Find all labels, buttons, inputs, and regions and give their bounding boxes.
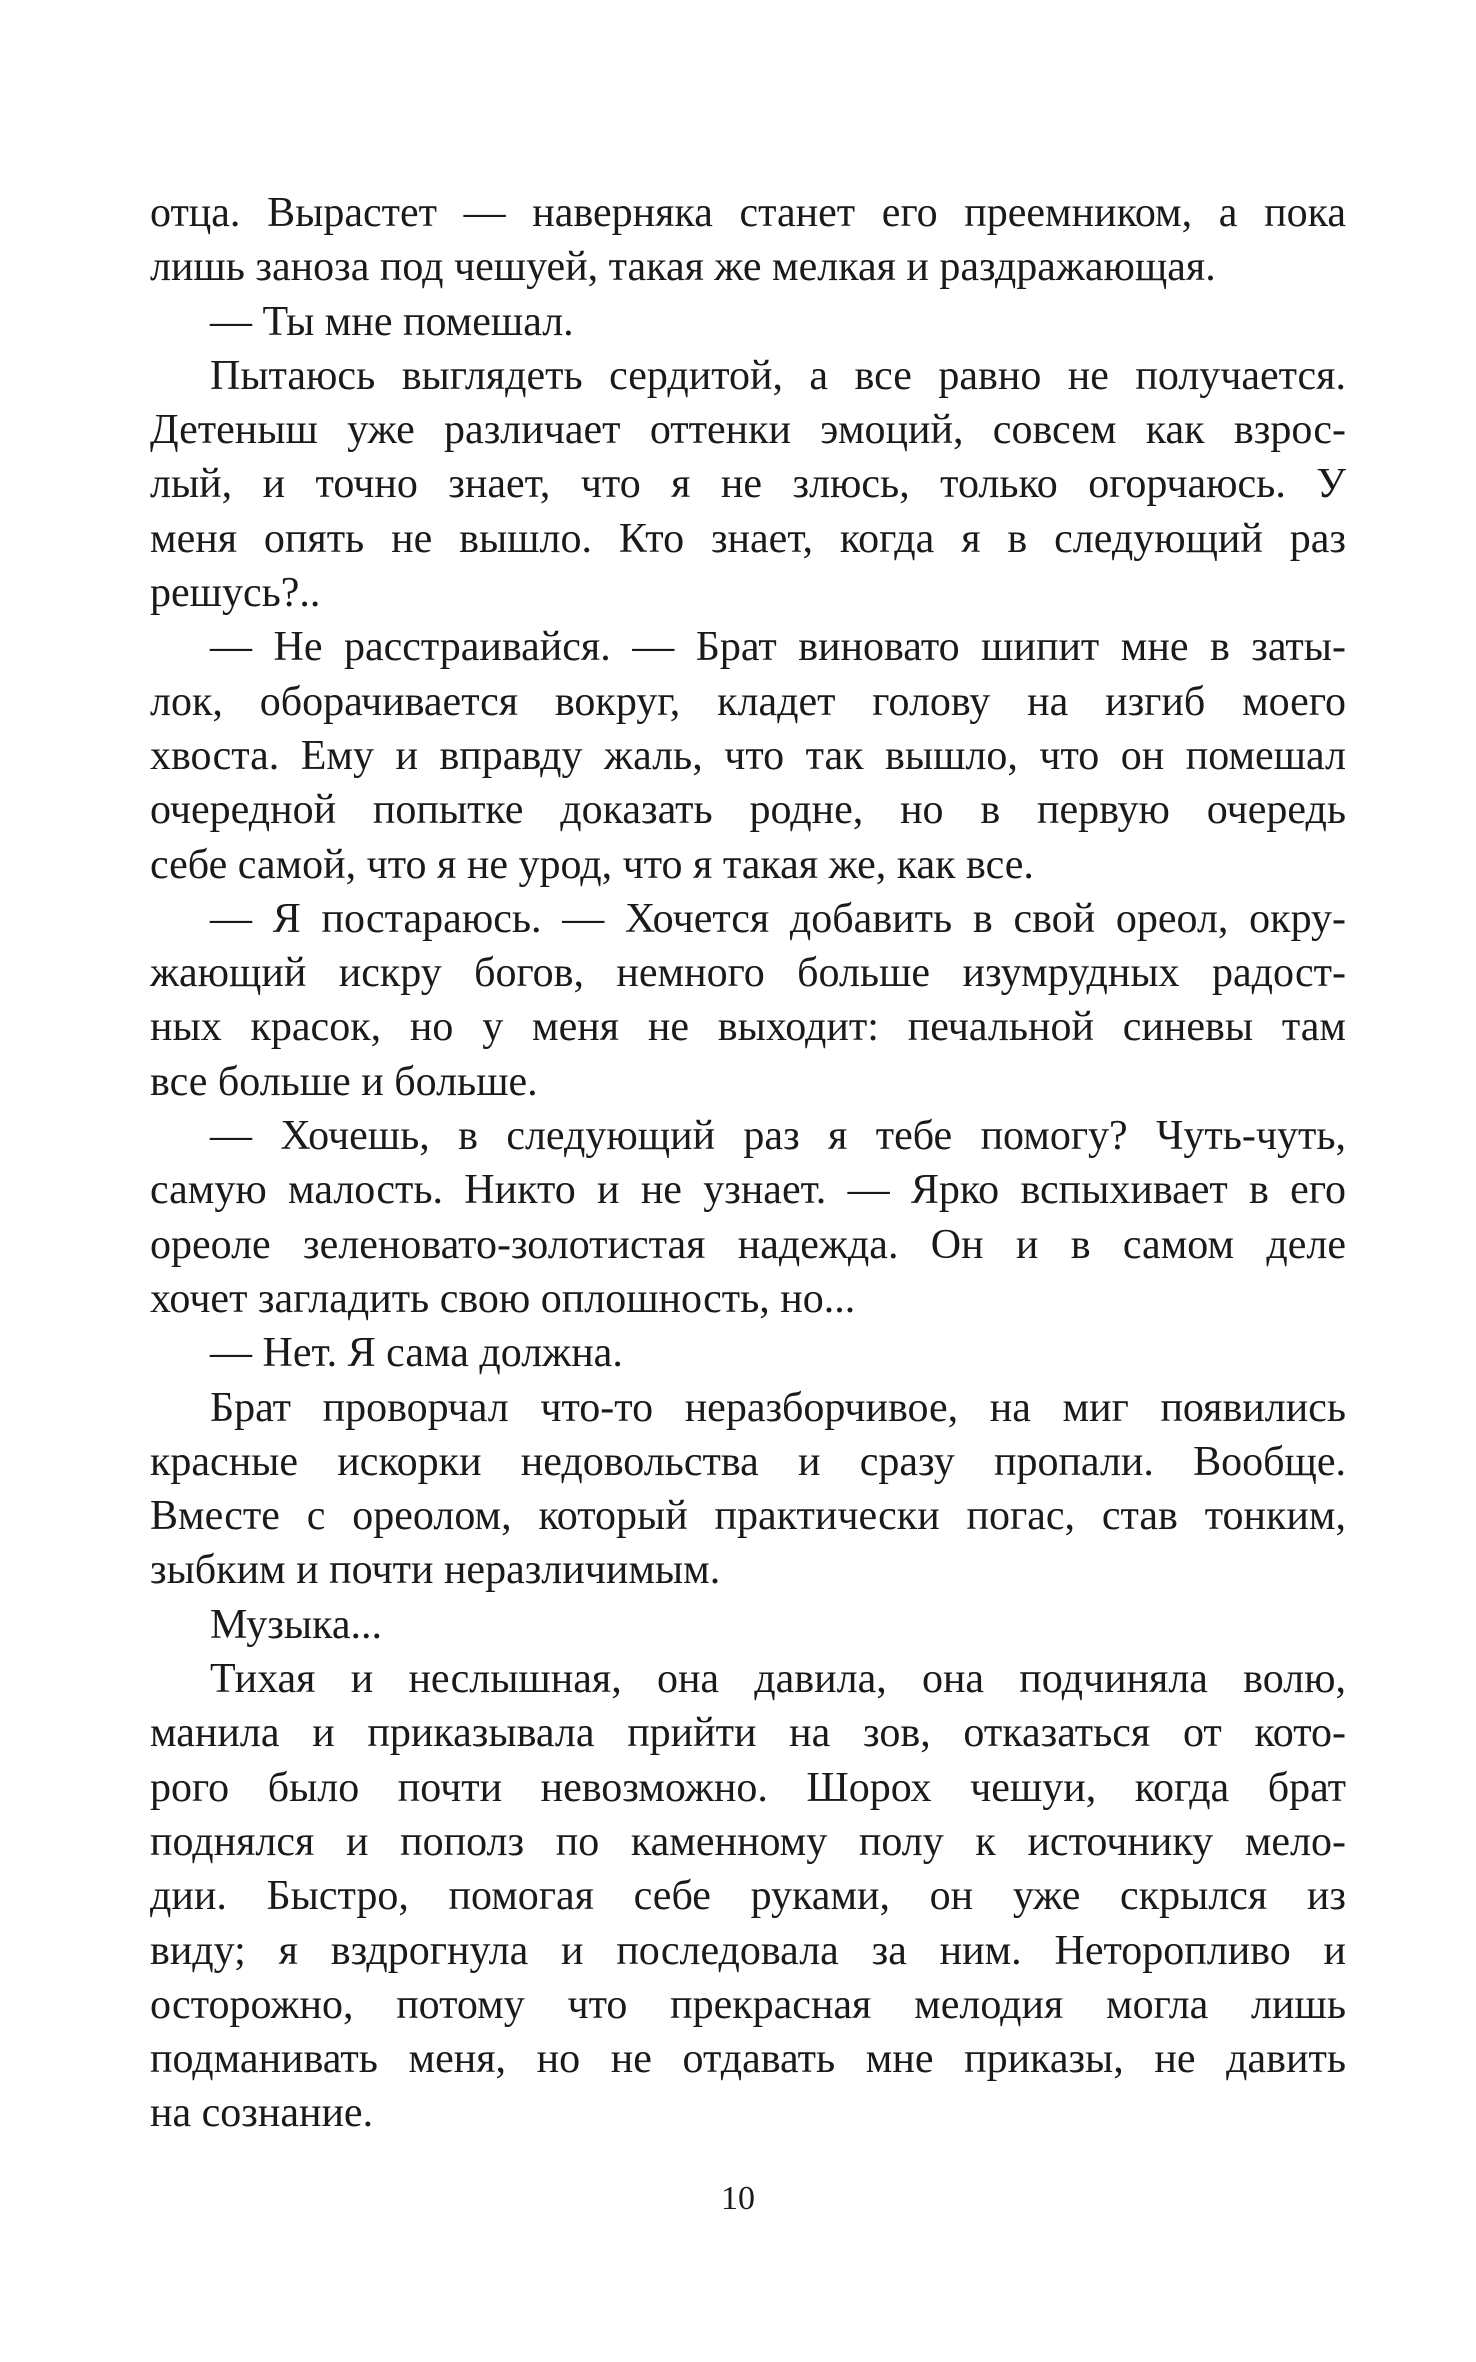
text-line: лок, оборачивается вокруг, кладет голову на изгиб моего (150, 678, 1346, 725)
text-line: Тихая и неслышная, она давила, она подчиняла волю, (210, 1656, 1346, 1703)
text-line: рого было почти невозможно. Шорох чешуи, когда брат (150, 1764, 1346, 1811)
text-line: отца. Вырастет — наверняка станет его преемником, а пока (150, 190, 1346, 236)
text-line: на сознание. (150, 2090, 374, 2137)
text-line: дии. Быстро, помогая себе руками, он уже скрылся из (150, 1873, 1346, 1920)
text-line: ных красок, но у меня не выходит: печальной синевы там (150, 1004, 1346, 1051)
text-line: подманивать меня, но не отдавать мне приказы, не давить (150, 2036, 1346, 2083)
page-number: 10 (721, 2180, 755, 2217)
text-line: — Ты мне помешал. (210, 298, 574, 345)
text-line: осторожно, потому что прекрасная мелодия могла лишь (150, 1981, 1346, 2028)
text-line: Музыка... (210, 1601, 383, 1648)
text-line: Пытаюсь выглядеть сердитой, а все равно не получается. (210, 352, 1346, 399)
text-line: ореоле зеленовато-золотистая надежда. Он и в самом деле (150, 1221, 1346, 1268)
text-line: Брат проворчал что-то неразборчивое, на миг появились (210, 1384, 1346, 1431)
text-line: — Нет. Я сама должна. (210, 1330, 623, 1377)
text-line: — Хочешь, в следующий раз я тебе помогу? Чуть-чуть, (210, 1113, 1346, 1160)
text-line: хвоста. Ему и вправду жаль, что так вышло, что он помешал (150, 732, 1346, 779)
text-line: красные искорки недовольства и сразу пропали. Вообще. (150, 1438, 1346, 1485)
text-line: лишь заноза под чешуей, такая же мелкая и раздражающая. (150, 244, 1216, 291)
text-line: виду; я вздрогнула и последовала за ним. Неторопливо и (150, 1927, 1346, 1974)
text-line: — Я постараюсь. — Хочется добавить в свой ореол, окру- (210, 895, 1346, 942)
text-line: все больше и больше. (150, 1058, 538, 1105)
text-line: меня опять не вышло. Кто знает, когда я в следующий раз (150, 515, 1346, 562)
body-text (150, 186, 1346, 2141)
text-line: — Не расстраивайся. — Брат виновато шипит мне в заты- (210, 624, 1346, 671)
text-line: Детеныш уже различает оттенки эмоций, совсем как взрос- (150, 407, 1346, 454)
text-line: самую малость. Никто и не узнает. — Ярко вспыхивает в его (150, 1167, 1346, 1214)
text-line: зыбким и почти неразличимым. (150, 1547, 721, 1594)
text-line: хочет загладить свою оплошность, но... (150, 1275, 856, 1322)
text-line: жающий искру богов, немного больше изумрудных радост- (150, 950, 1346, 997)
text-line: манила и приказывала прийти на зов, отказаться от кото- (150, 1710, 1346, 1757)
text-line: поднялся и пополз по каменному полу к источнику мело- (150, 1818, 1346, 1865)
text-line: Вместе с ореолом, который практически погас, став тонким, (150, 1493, 1346, 1540)
text-line: лый, и точно знает, что я не злюсь, только огорчаюсь. У (150, 461, 1346, 508)
text-line: себе самой, что я не урод, что я такая же, как все. (150, 841, 1034, 888)
text-line: решусь?.. (150, 570, 321, 617)
text-line: очередной попытке доказать родне, но в первую очередь (150, 787, 1346, 834)
